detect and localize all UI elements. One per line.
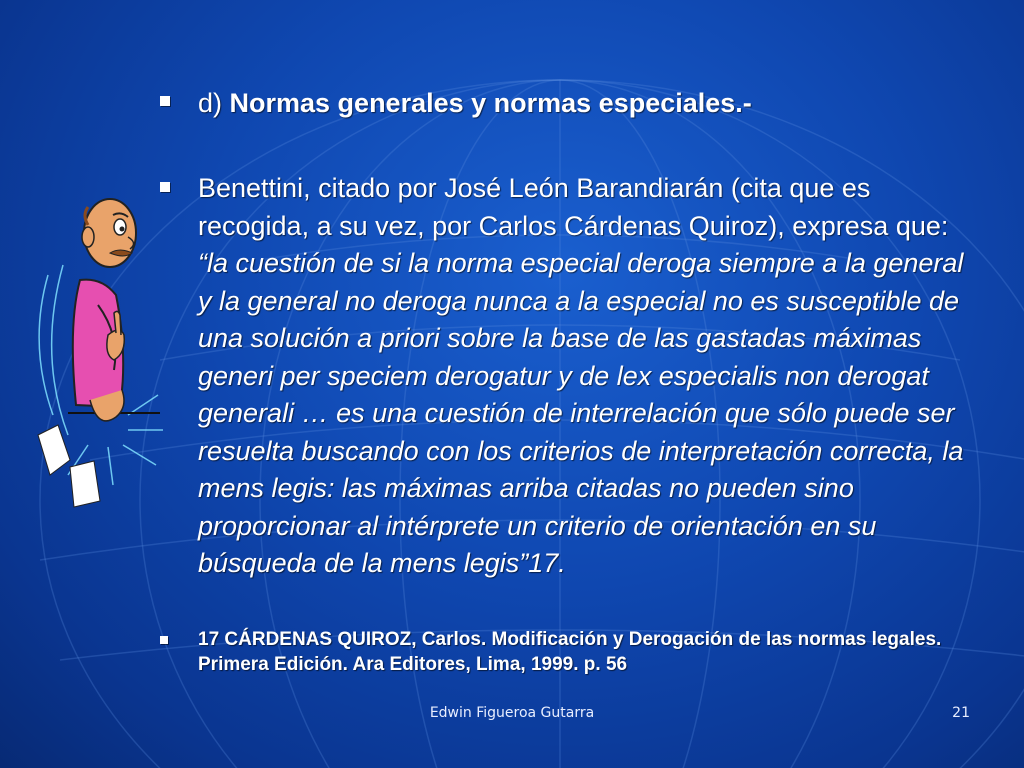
- footnote-text: 17 CÁRDENAS QUIROZ, Carlos. Modificación y Derogación de las normas legales. Primera Edición. Ara Editores, Lima, 1999. p. 56: [198, 628, 942, 675]
- bullet-square-icon: [160, 96, 170, 106]
- bullet-heading: [160, 84, 980, 122]
- bullet-footnote: [160, 627, 980, 677]
- quote-paragraph: [198, 170, 968, 583]
- page-number: 21: [952, 705, 970, 721]
- bullet-square-icon: [160, 182, 170, 192]
- heading-text: [198, 84, 752, 122]
- bullet-quote: [160, 170, 980, 583]
- heading-title: Normas generales y normas especiales.-: [229, 88, 752, 118]
- heading-prefix: d): [198, 88, 230, 118]
- cartoon-thinking-man-illustration: [28, 185, 168, 520]
- quote-intro: Benettini, citado por José León Barandiarán (cita que es recogida, a su vez, por Carlos Cárdenas Quiroz), expresa que:: [198, 173, 949, 241]
- footer-author: Edwin Figueroa Gutarra: [429, 705, 595, 721]
- quote-text: “la cuestión de si la norma especial deroga siempre a la general y la general no deroga nunca a la especial no es susceptible de una solución a priori sobre la base de las gastadas máximas generi per speciem derogatur y de lex especialis non derogat generali … es una cuestión de interrelación que sólo puede ser resuelta buscando con los criterios de interpretación correcta, la mens legis: las máximas arriba citadas no pueden sino proporcionar al intérprete un criterio de orientación en su búsqueda de la mens legis”17.: [198, 248, 964, 578]
- bullet-square-icon: [160, 636, 168, 644]
- slide-content: [160, 84, 980, 677]
